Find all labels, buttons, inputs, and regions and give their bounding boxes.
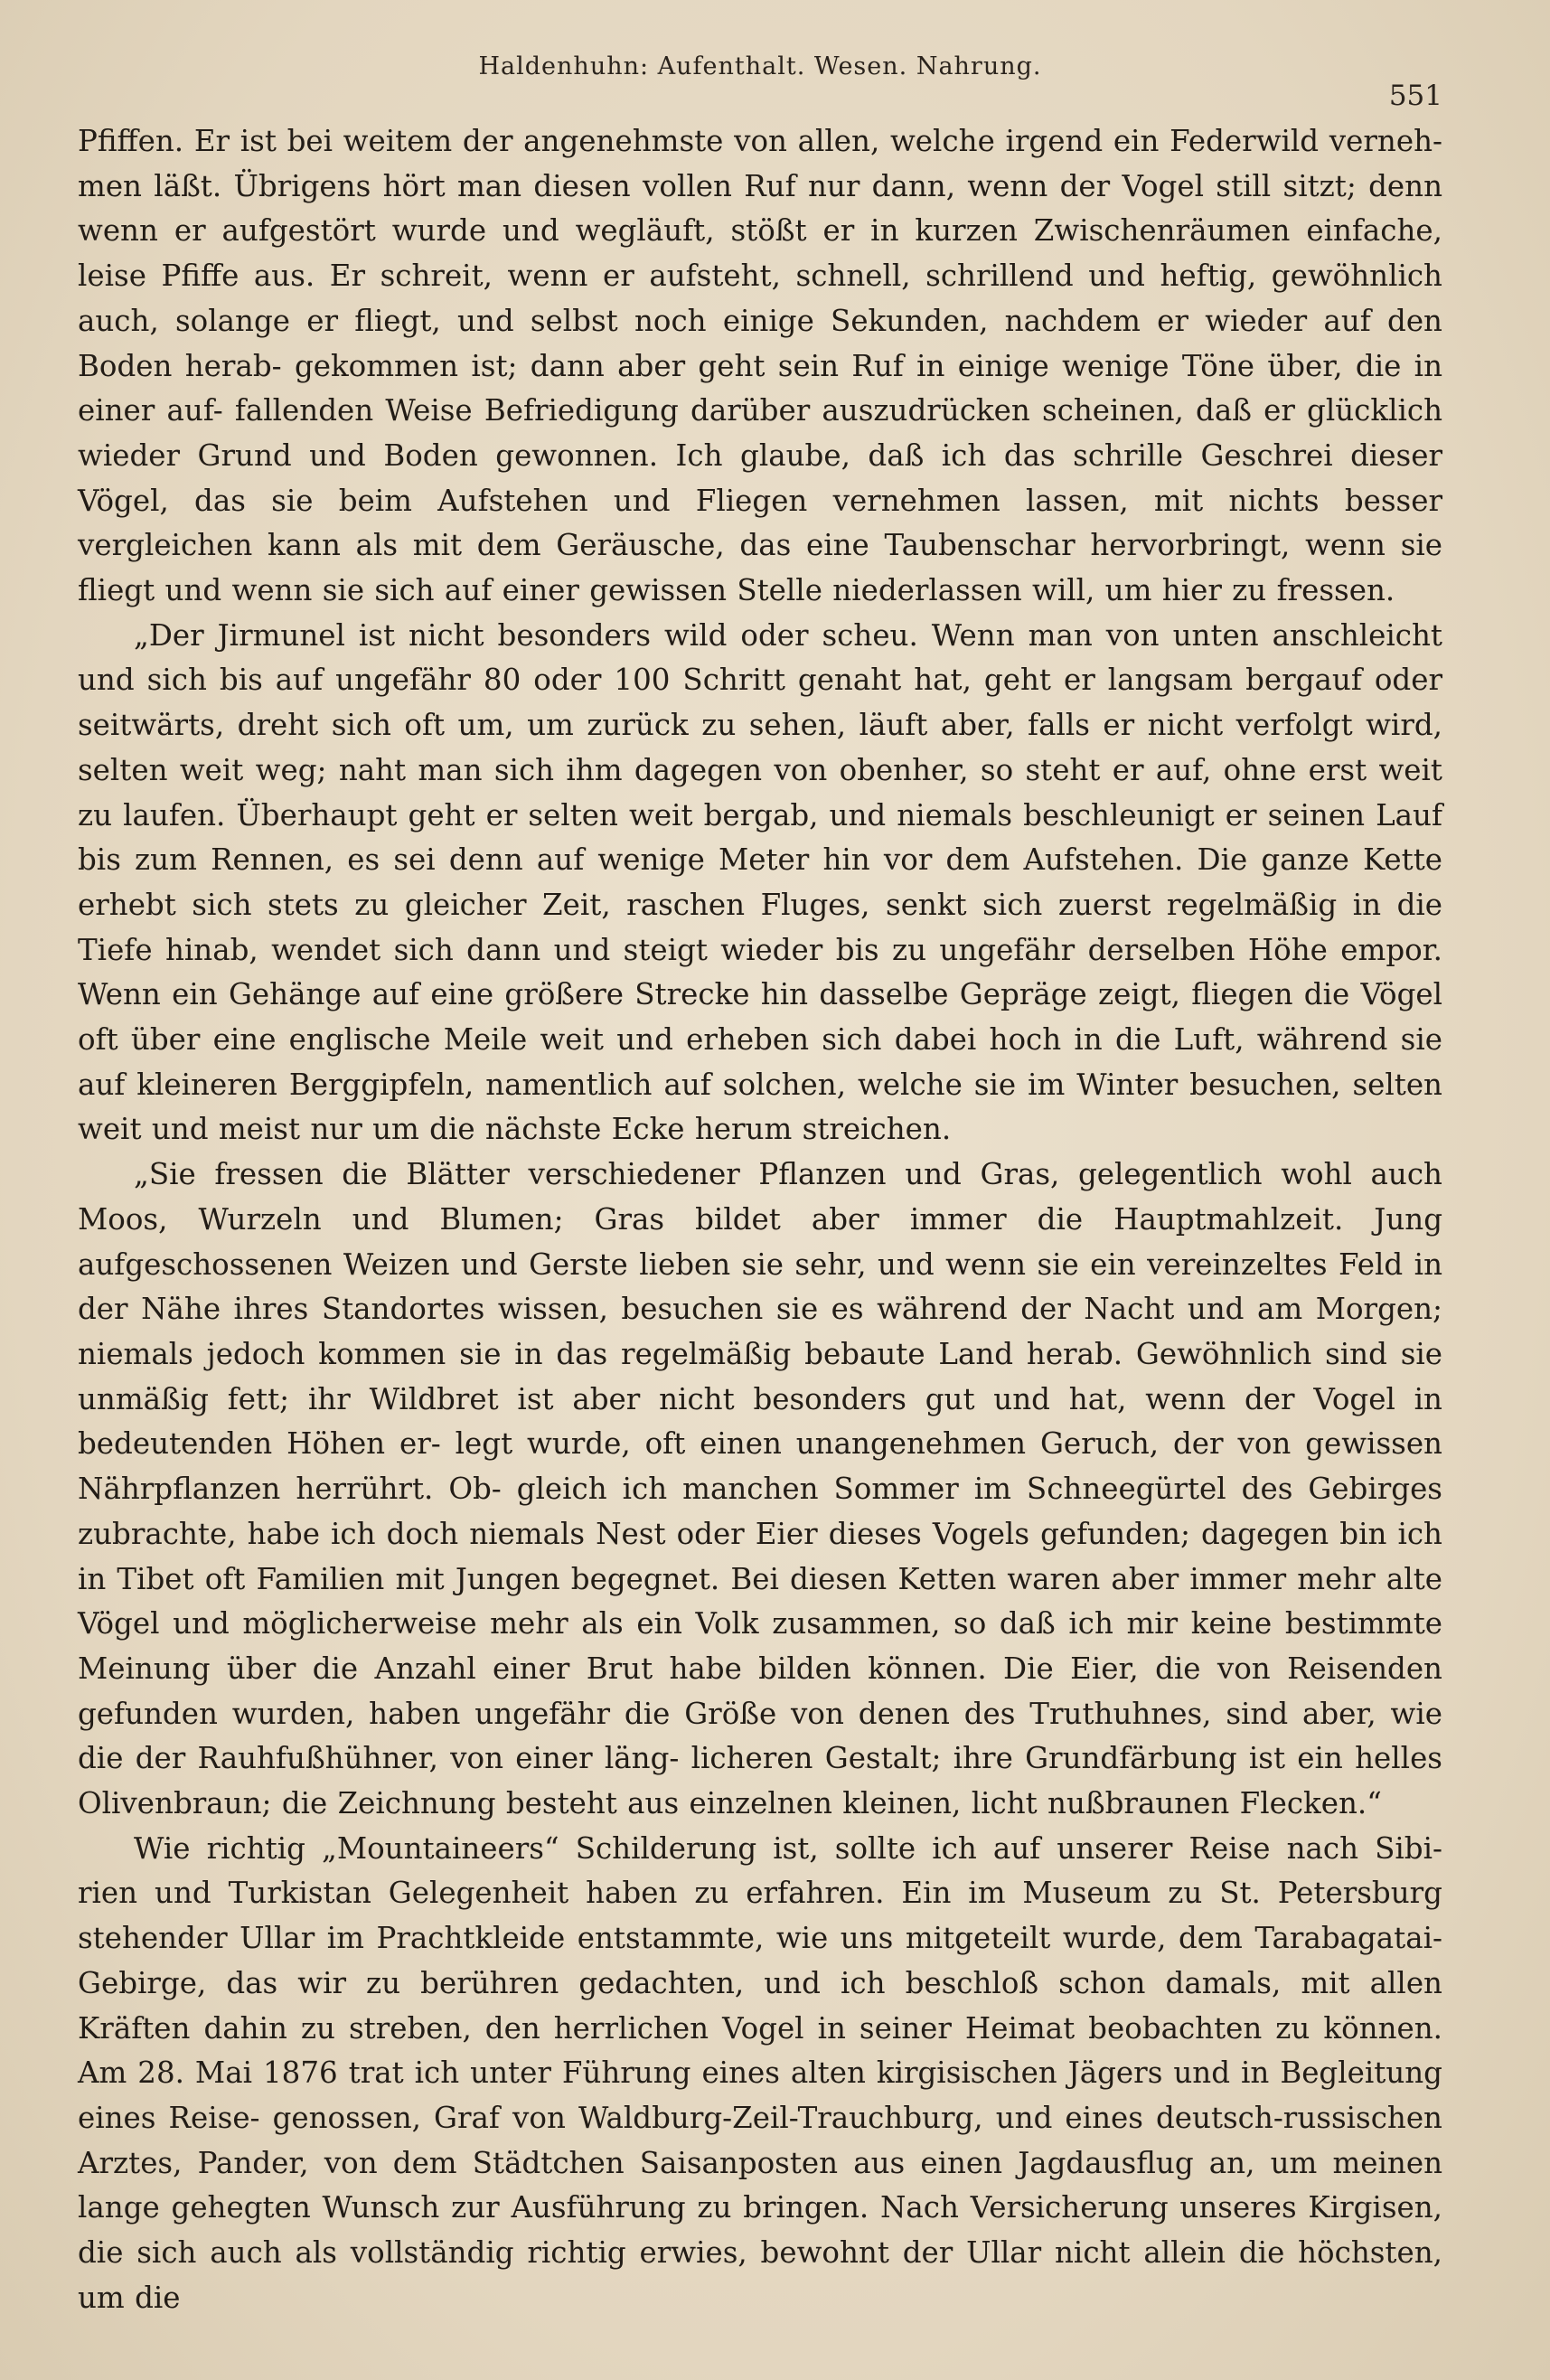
page-header bbox=[78, 52, 1442, 112]
paragraph-2: „Der Jirmunel ist nicht besonders wild oder scheu. Wenn man von unten anschleicht und sich bis auf ungefähr 80 oder 100 Schritt genaht hat, geht er langsam bergauf oder seitwärts, dreht sich oft um, um zurück zu sehen, läuft aber, falls er nicht verfolgt wird, selten weit weg; naht man sich ihm dagegen von obenher, so steht er auf, ohne erst weit zu laufen. Überhaupt geht er selten weit bergab, und niemals beschleunigt er seinen Lauf bis zum Rennen, es sei denn auf wenige Meter hin vor dem Aufstehen. Die ganze Kette erhebt sich stets zu gleicher Zeit, raschen Fluges, senkt sich zuerst regelmäßig in die Tiefe hinab, wendet sich dann und steigt wieder bis zu ungefähr derselben Höhe empor. Wenn ein Gehänge auf eine größere Strecke hin dasselbe Gepräge zeigt, fliegen die Vögel oft über eine englische Meile weit und erheben sich dabei hoch in die Luft, während sie auf kleineren Berggipfeln, namentlich auf solchen, welche sie im Winter besuchen, selten weit und meist nur um die nächste Ecke herum streichen. bbox=[78, 617, 1442, 1147]
paragraph-4: Wie richtig „Mountaineers“ Schilderung ist, sollte ich auf unserer Reise nach Sibi- rien und Turkistan Gelegenheit haben zu erfahren. Ein im Museum zu St. Petersburg stehender Ullar im Prachtkleide entstammte, wie uns mitgeteilt wurde, dem Tarabagatai- Gebirge, das wir zu berühren gedachten, und ich beschloß schon damals, mit allen Kräften dahin zu streben, den herrlichen Vogel in seiner Heimat beobachten zu können. Am 28. Mai 1876 trat ich unter Führung eines alten kirgisischen Jägers und in Begleitung eines Reise- genossen, Graf von Waldburg-Zeil-Trauchburg, und eines deutsch-russischen Arztes, Pander, von dem Städtchen Saisanposten aus einen Jagdausflug an, um meinen lange gehegten Wunsch zur Ausführung zu bringen. Nach Versicherung unseres Kirgisen, die sich auch als vollständig richtig erwies, bewohnt der Ullar nicht allein die höchsten, um die bbox=[78, 1830, 1442, 2315]
body-text bbox=[78, 119, 1442, 2320]
running-title: Haldenhuhn: Aufenthalt. Wesen. Nahrung. bbox=[478, 52, 1042, 80]
paragraph-3: „Sie fressen die Blätter verschiedener Pflanzen und Gras, gelegentlich wohl auch Moos, Wurzeln und Blumen; Gras bildet aber immer die Hauptmahlzeit. Jung aufgeschossenen Weizen und Gerste lieben sie sehr, und wenn sie ein vereinzeltes Feld in der Nähe ihres Standortes wissen, besuchen sie es während der Nacht und am Morgen; niemals jedoch kommen sie in das regelmäßig bebaute Land herab. Gewöhnlich sind sie unmäßig fett; ihr Wildbret ist aber nicht besonders gut und hat, wenn der Vogel in bedeutenden Höhen er- legt wurde, oft einen unangenehmen Geruch, der von gewissen Nährpflanzen herrührt. Ob- gleich ich manchen Sommer im Schneegürtel des Gebirges zubrachte, habe ich doch niemals Nest oder Eier dieses Vogels gefunden; dagegen bin ich in Tibet oft Familien mit Jungen begegnet. Bei diesen Ketten waren aber immer mehr alte Vögel und möglicherweise mehr als ein Volk zusammen, so daß ich mir keine bestimmte Meinung über die Anzahl einer Brut habe bilden können. Die Eier, die von Reisenden gefunden wurden, haben ungefähr die Größe von denen des Truthuhnes, sind aber, wie die der Rauhfußhühner, von einer läng- licheren Gestalt; ihre Grundfärbung ist ein helles Olivenbraun; die Zeichnung besteht aus einzelnen kleinen, licht nußbraunen Flecken.“ bbox=[78, 1157, 1442, 1821]
page-number: 551 bbox=[1388, 80, 1442, 112]
paragraph-1: Pfiffen. Er ist bei weitem der angenehmste von allen, welche irgend ein Federwild verneh- men läßt. Übrigens hört man diesen vollen Ruf nur dann, wenn der Vogel still sitzt; denn wenn er aufgestört wurde und wegläuft, stößt er in kurzen Zwischenräumen einfache, leise Pfiffe aus. Er schreit, wenn er aufsteht, schnell, schrillend und heftig, gewöhnlich auch, solange er fliegt, und selbst noch einige Sekunden, nachdem er wieder auf den Boden herab- gekommen ist; dann aber geht sein Ruf in einige wenige Töne über, die in einer auf- fallenden Weise Befriedigung darüber auszudrücken scheinen, daß er glücklich wieder Grund und Boden gewonnen. Ich glaube, daß ich das schrille Geschrei dieser Vögel, das sie beim Aufstehen und Fliegen vernehmen lassen, mit nichts besser vergleichen kann als mit dem Geräusche, das eine Taubenschar hervorbringt, wenn sie fliegt und wenn sie sich auf einer gewissen Stelle niederlassen will, um hier zu fressen. bbox=[78, 124, 1442, 608]
